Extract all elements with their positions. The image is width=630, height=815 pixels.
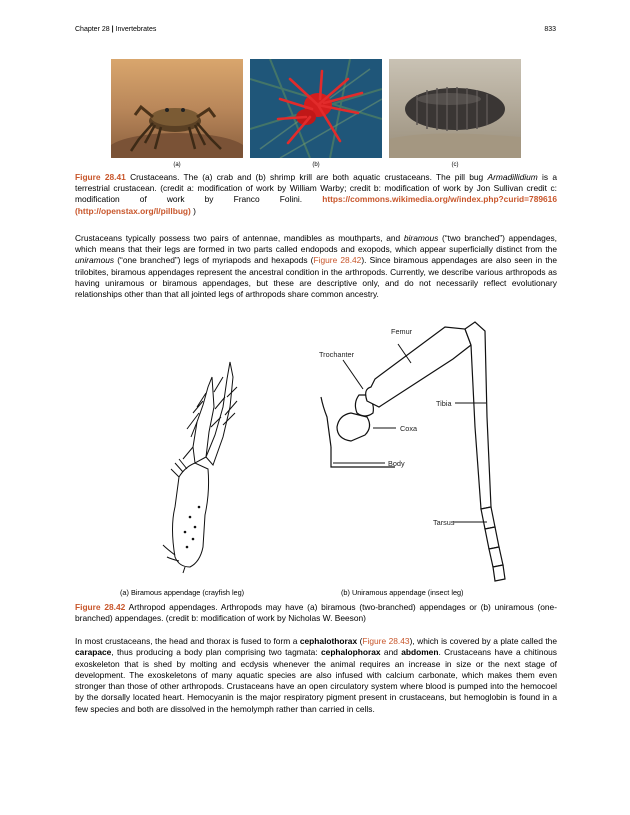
figure-28-42-diagram xyxy=(75,317,557,599)
photo-pillbug xyxy=(389,59,521,158)
running-head: Chapter 28 | Invertebrates xyxy=(75,26,157,33)
label-tarsus: Tarsus xyxy=(433,518,455,527)
photo-krill xyxy=(250,59,382,158)
sublabel-b: (b) xyxy=(312,162,320,168)
paragraph-cephalothorax: In most crustaceans, the head and thorax is fused to form a cephalothorax (Figure 28.43), which is covered by a plate called the carapace, thus producing a body plan comprising two tagmata: cephalophorax and abdomen. Crustaceans have a chitinous exoskeleton that is shed by molting and ecdysis whenever the animal requires an increase in size or the next stage of development. The exoskeletons of many aquatic species are also infused with calcium carbonate, which makes them even stronger than those of other arthropods. Crustaceans have an open circulatory system where blood is pumped into the hemocoel by the dorsally located heart. Hemocyanin is the major respiratory pigment present in crustaceans, but hemoglobin is found in a few species and both are dissolved in the hemolymph rather than carried in cells. xyxy=(75,636,557,714)
figure-28-43-ref[interactable]: Figure 28.43 xyxy=(362,636,410,646)
label-femur: Femur xyxy=(391,327,413,336)
paragraph-biramous: Crustaceans typically possess two pairs of antennae, mandibles as mouthparts, and biramous (“two branched”) appendages, which means that their legs are formed in two parts called endopods and exopods, which appear superficially distinct from the uniramous (“one branched”) legs of myriapods and hexapods (Figure 28.42). Since biramous appendages are also seen in the trilobites, biramous appendages represent the ancestral condition in the arthropods. Currently, we describe various arthropods as having uniramous or biramous appendages, but these are descriptive only, and do not necessarily reflect evolutionary relationships other than that all jointed legs of arthropods share common ancestry. xyxy=(75,233,557,300)
credit-link[interactable]: https://commons.wikimedia.org/w/index.php?curid=789616 (http://openstax.org/l/pillbug) xyxy=(75,194,557,216)
figure-28-42-ref[interactable]: Figure 28.42 xyxy=(313,255,362,266)
page-number: 833 xyxy=(544,26,556,33)
figure-label: Figure 28.42 xyxy=(75,602,126,612)
label-trochanter: Trochanter xyxy=(319,350,355,359)
sublabel-a: (a) xyxy=(173,162,181,168)
figure-28-42-caption: Figure 28.42 Arthropod appendages. Arthropods may have (a) biramous (two-branched) appendages or (b) uniramous (one-branched) appendages. (credit b: modification of work by Nicholas W. Beeson) xyxy=(75,602,557,624)
label-coxa: Coxa xyxy=(400,424,418,433)
figure-28-41-caption: Figure 28.41 Crustaceans. The (a) crab and (b) shrimp krill are both aquatic crustaceans. The pill bug Armadillidium is a terrestrial crustacean. (credit a: modification of work by William Warby; credit b: modification of work by Jon Sullivan credit c: modification of work by Franco Folini. https://commons.wikimedia.org/w/index.php?curid=789616 (http://openstax.org/l/pillbug) ) xyxy=(75,172,557,216)
label-body: Body xyxy=(388,459,405,468)
crayfish-leg xyxy=(163,362,237,573)
figure-label: Figure 28.41 xyxy=(75,172,126,182)
sublabel-c: (c) xyxy=(451,162,459,168)
photo-crab xyxy=(111,59,243,158)
sublabel-uniramous: (b) Uniramous appendage (insect leg) xyxy=(341,588,464,597)
label-tibia: Tibia xyxy=(436,399,452,408)
sublabel-biramous: (a) Biramous appendage (crayfish leg) xyxy=(120,588,245,597)
insect-leg xyxy=(321,322,505,581)
figure-28-41-photos xyxy=(111,59,521,159)
